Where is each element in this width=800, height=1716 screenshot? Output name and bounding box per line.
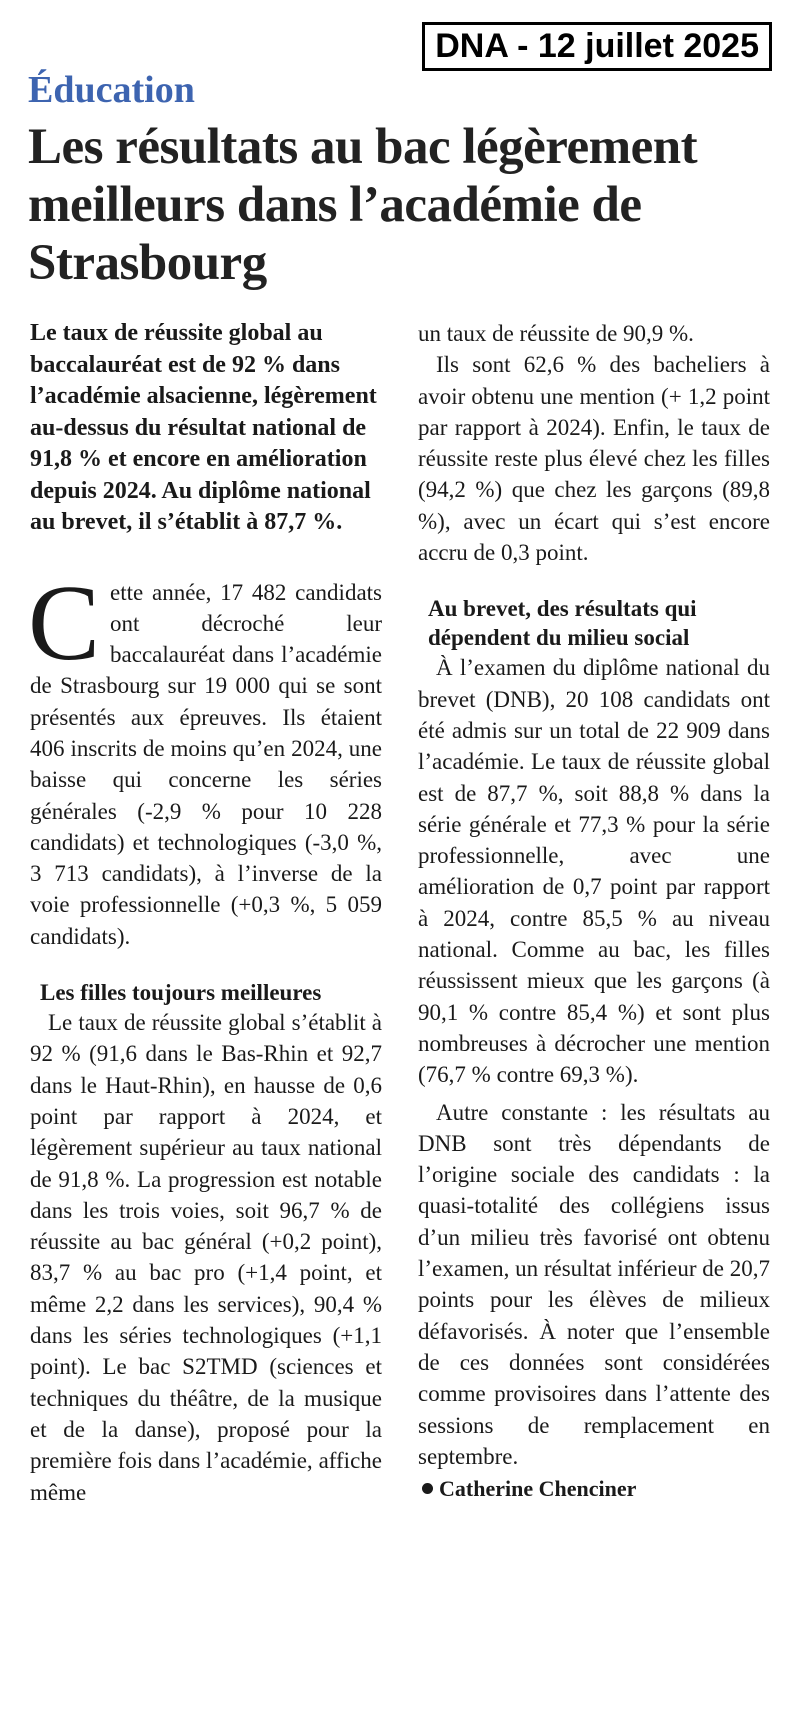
body-paragraph-1-continued: un taux de réussite de 90,9 %. [418,321,694,346]
left-column [30,318,382,1508]
bullet-icon [422,1483,433,1494]
body-paragraph-4: Autre constante : les résultats au DNB sont très dépendants de l’origine sociale des candidats : la quasi-totalité des collégiens issus d’un milieu très favorisé ont obtenu l’examen, un résultat inférieur de 20,7 points pour les élèves de milieux défavorisés. À noter que l’ensemble de ces données sont considérées comme provisoires dans l’attente des sessions de remplacement en septembre. [418,1099,770,1469]
subheading-brevet: Au brevet, des résultats qui dépendent du milieu social [428,596,697,651]
body-paragraph-2: Ils sont 62,6 % des bacheliers à avoir obtenu une mention (+ 1,2 point par rapport à 2024). Enfin, le taux de réussite reste plus élevé chez les filles (94,2 %) que chez les garçons (89,8 %), avec un écart qui s’est encore accru de 0,3 point. [418,352,770,566]
drop-cap: C [28,563,101,683]
body-paragraph-1: Le taux de réussite global s’établit à 92 % (91,6 dans le Bas-Rhin et 92,7 dans le Haut-Rhin), en hausse de 0,6 point par rapport à 2024, et légèrement supérieur au taux national de 91,8 %. La progression est notable dans les trois voies, soit 96,7 % de réussite au bac général (+0,2 point), 83,7 % au bac pro (+1,4 point, et même 2,2 dans les services), 90,4 % dans les séries technologiques (+1,1 point). Le bac S2TMD (sciences et techniques du théâtre, de la musique et de la danse), proposé pour la première fois dans l’académie, affiche même [30,1010,382,1505]
article-headline: Les résultats au bac légèrement meilleurs dans l’académie de Strasbourg [28,119,698,291]
article-lead: Le taux de réussite global au baccalauréat est de 92 % dans l’académie alsacienne, légèrement au-dessus du résultat national de 91,8 % et encore en amélioration depuis 2024. Au diplôme national au brevet, il s’établit à 87,7 %. [30,320,377,535]
intro-text: ette année, 17 482 candidats ont décroché leur baccalauréat dans l’académie de Strasbourg sur 19 000 qui se sont présentés aux épreuves. Ils étaient 406 inscrits de moins qu’en 2024, une baisse qui concerne les séries générales (-2,9 % pour 10 228 candidats) et technologiques (-3,0 %, 3 713 candidats), à l’inverse de la voie professionnelle (+0,3 %, 5 059 candidats). [30,579,382,949]
subheading-girls: Les filles toujours meilleures [40,980,322,1006]
body-paragraph-3: À l’examen du diplôme national du brevet (DNB), 20 108 candidats ont été admis sur un total de 22 909 dans l’académie. Le taux de réussite global est de 87,7 %, soit 88,8 % dans la série générale et 77,3 % pour la série professionnelle, avec une amélioration de 0,7 point par rapport à 2024, contre 85,5 % au niveau national. Comme au bac, les filles réussissent mieux que les garçons (à 90,1 % contre 85,4 %) et sont plus nombreuses à décrocher une mention (76,7 % contre 69,3 %). [418,655,770,1088]
intro-paragraph [28,563,382,953]
author-name: Catherine Chenciner [439,1476,637,1502]
source-date-label: DNA - 12 juillet 2025 [422,22,772,71]
section-rubric: Éducation [28,69,195,111]
author-signature [422,1476,770,1502]
right-column [418,318,770,1502]
